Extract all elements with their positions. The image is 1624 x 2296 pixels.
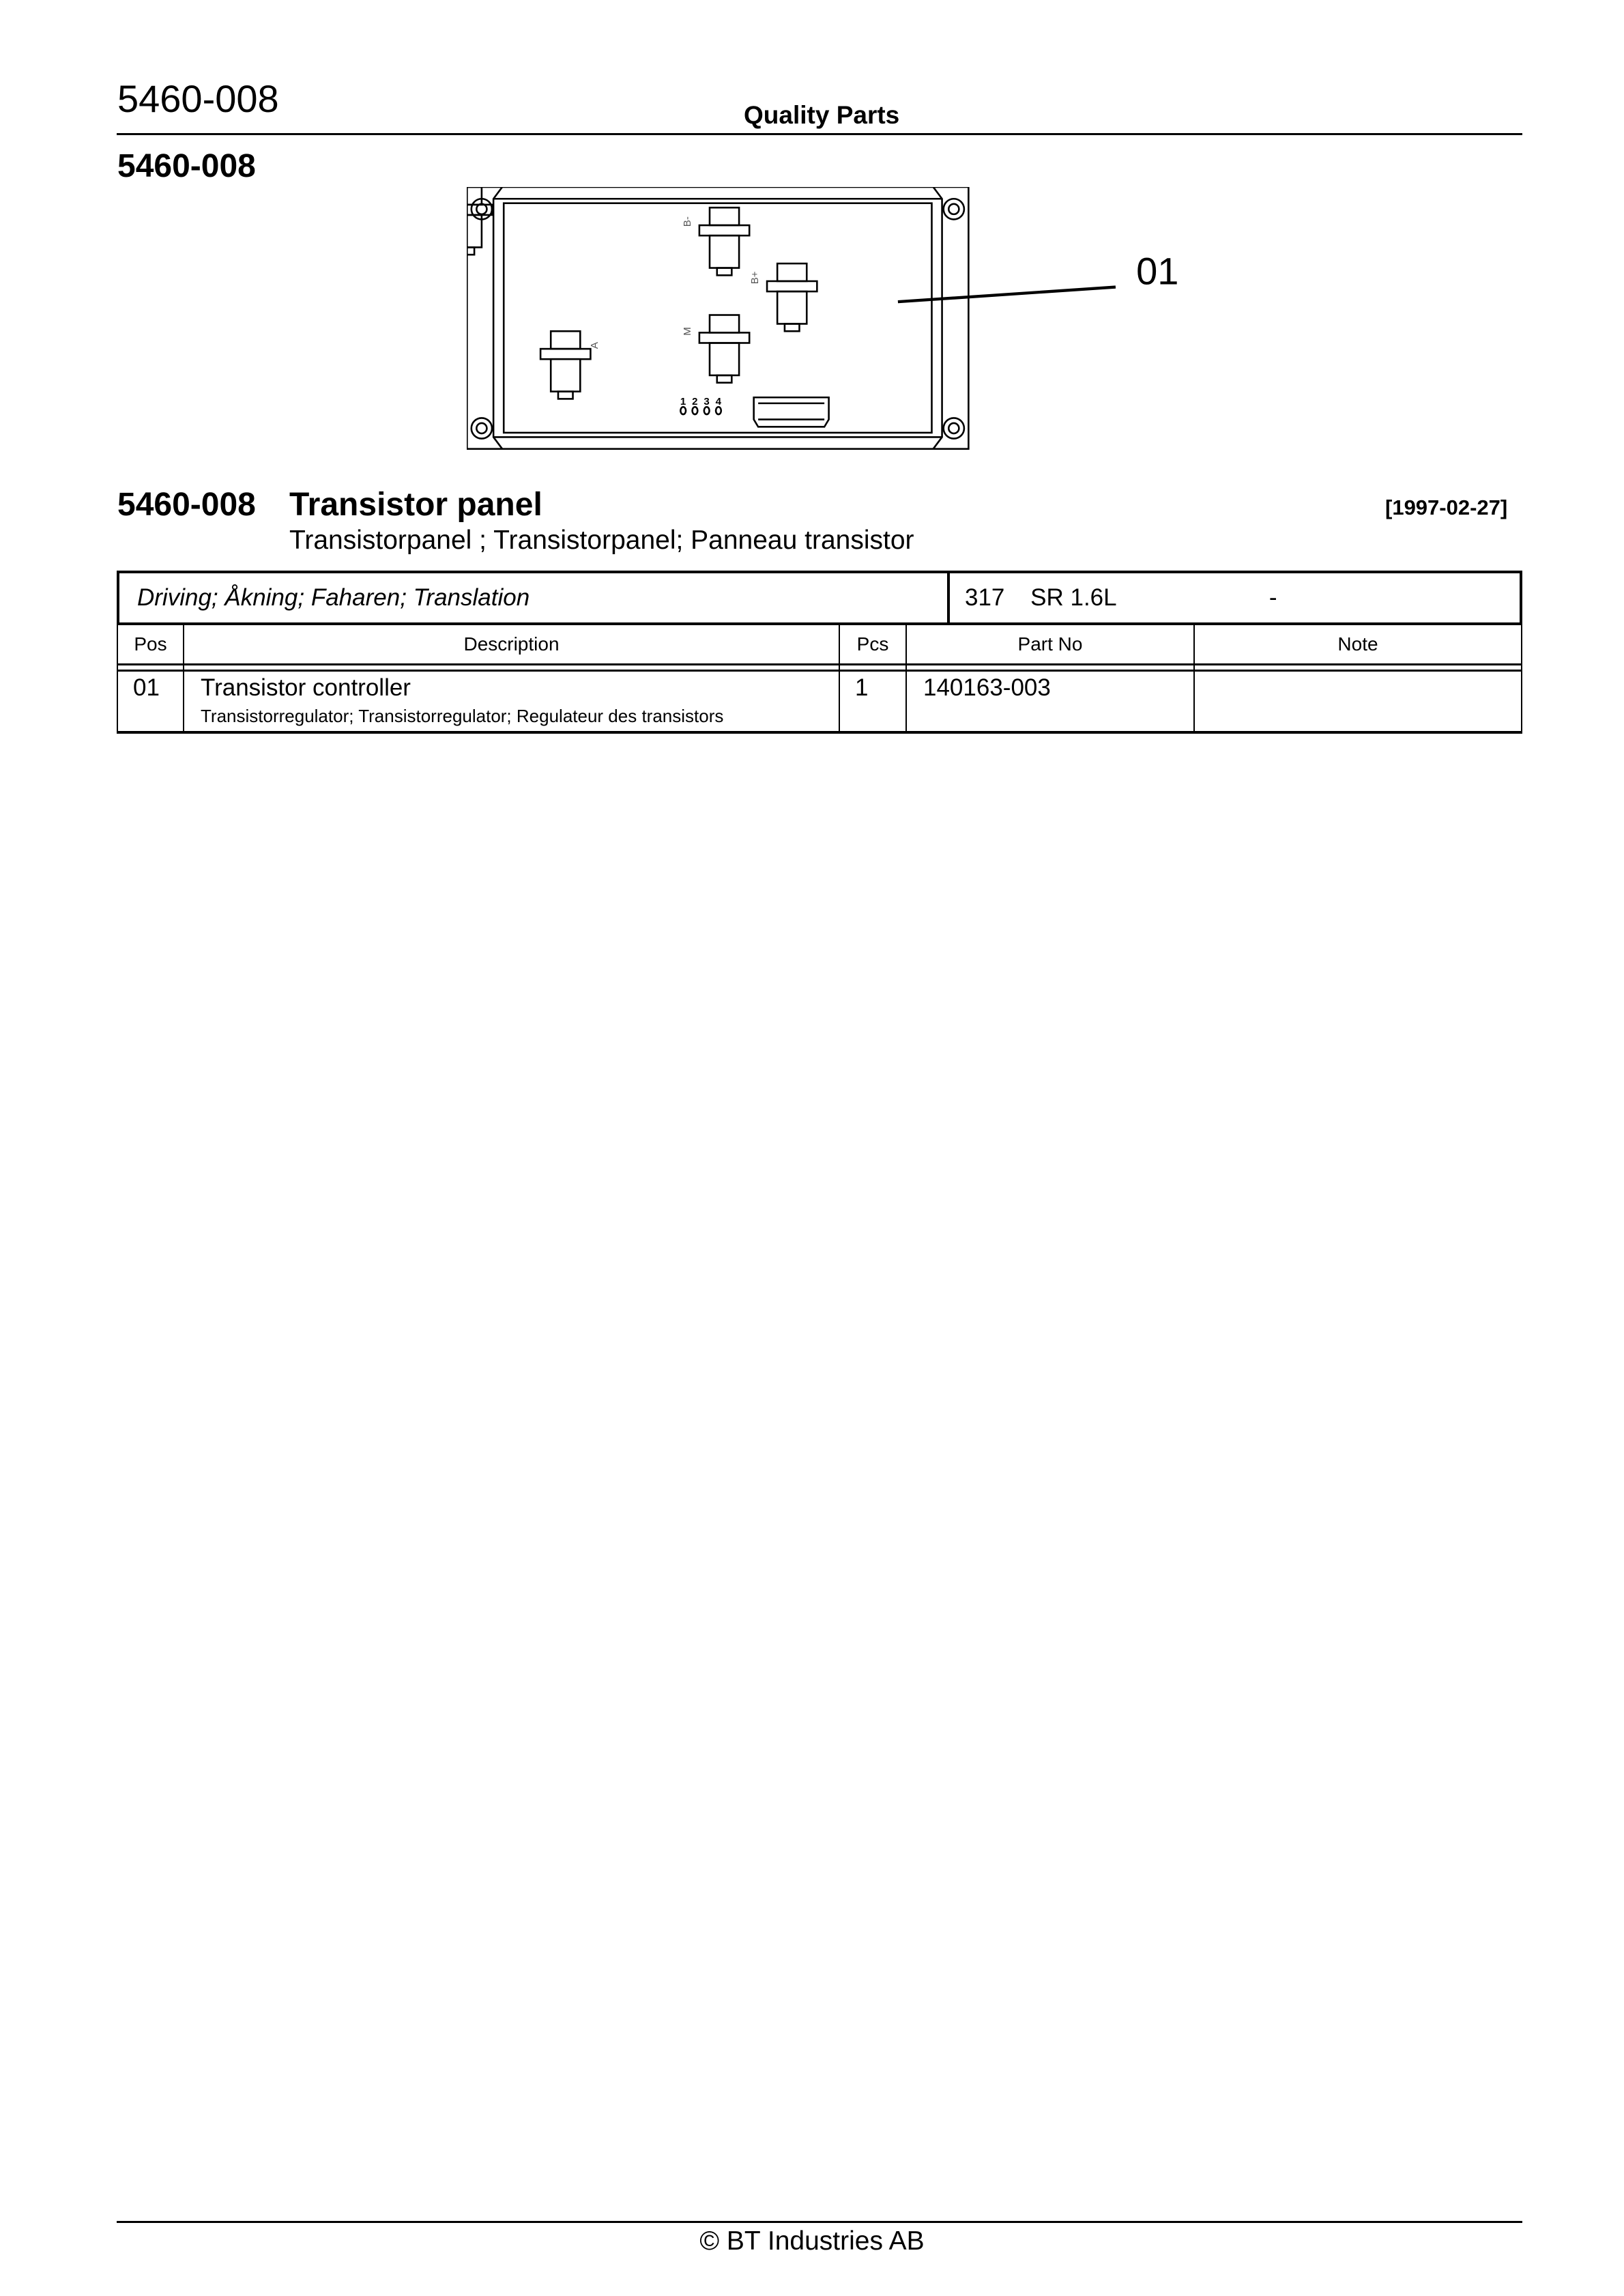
title-translations: Transistorpanel ; Transistorpanel; Panneau transistor	[289, 526, 914, 555]
mount-screw-icon	[944, 418, 964, 438]
callout-leader-line	[898, 287, 1116, 302]
column-header-pcs: Pcs	[839, 624, 906, 665]
pin-label: 2	[692, 396, 698, 408]
mount-screw-icon	[944, 199, 964, 219]
cell-description	[184, 671, 839, 733]
table-row	[117, 671, 1522, 733]
mount-screw-icon	[472, 418, 492, 438]
terminal-label: M	[681, 327, 693, 336]
pin-label: 4	[715, 396, 722, 408]
parts-table	[117, 622, 1522, 734]
group-header-table	[117, 571, 1522, 625]
callout-label: 01	[1136, 249, 1179, 293]
cell-pos: 01	[117, 671, 184, 733]
terminal-label: B+	[749, 271, 762, 285]
part-group-title: Transistor panel	[289, 487, 542, 523]
brand-label: Quality Parts	[744, 101, 900, 129]
document-number: 5460-008	[117, 77, 279, 120]
terminal-label: B-	[681, 216, 693, 227]
column-header-note: Note	[1194, 624, 1522, 665]
cell-part-no: 140163-003	[906, 671, 1194, 733]
description-translations: Transistorregulator; Transistorregulator; Regulateur des transistors	[201, 706, 724, 726]
column-header-description: Description	[184, 624, 839, 665]
pin-label: 3	[704, 396, 710, 408]
table-header-row	[117, 624, 1522, 665]
column-header-pos: Pos	[117, 624, 184, 665]
footer-copyright: © BT Industries AB	[699, 2226, 925, 2256]
model-info	[948, 572, 1521, 624]
pin-label: 1	[680, 396, 686, 408]
description-main: Transistor controller	[201, 674, 411, 701]
cell-pcs: 1	[839, 671, 906, 733]
column-header-part-no: Part No	[906, 624, 1194, 665]
connector-icon	[754, 397, 829, 427]
transistor-panel-diagram	[467, 187, 1217, 452]
cell-note	[1194, 671, 1522, 733]
pin-holes-icon	[680, 407, 721, 414]
model-code: 317	[965, 584, 1005, 611]
section-number: 5460-008	[117, 148, 256, 184]
group-name: Driving; Åkning; Faharen; Translation	[118, 572, 948, 624]
model-name: SR 1.6L	[1030, 584, 1117, 611]
terminal-bolt-icon	[467, 187, 492, 255]
terminal-label: A	[589, 342, 601, 349]
revision-date: [1997-02-27]	[1385, 496, 1508, 519]
footer-divider	[117, 2221, 1522, 2223]
part-group-number: 5460-008	[117, 487, 256, 523]
header-divider	[117, 133, 1522, 135]
serial-range: -	[1268, 584, 1277, 611]
